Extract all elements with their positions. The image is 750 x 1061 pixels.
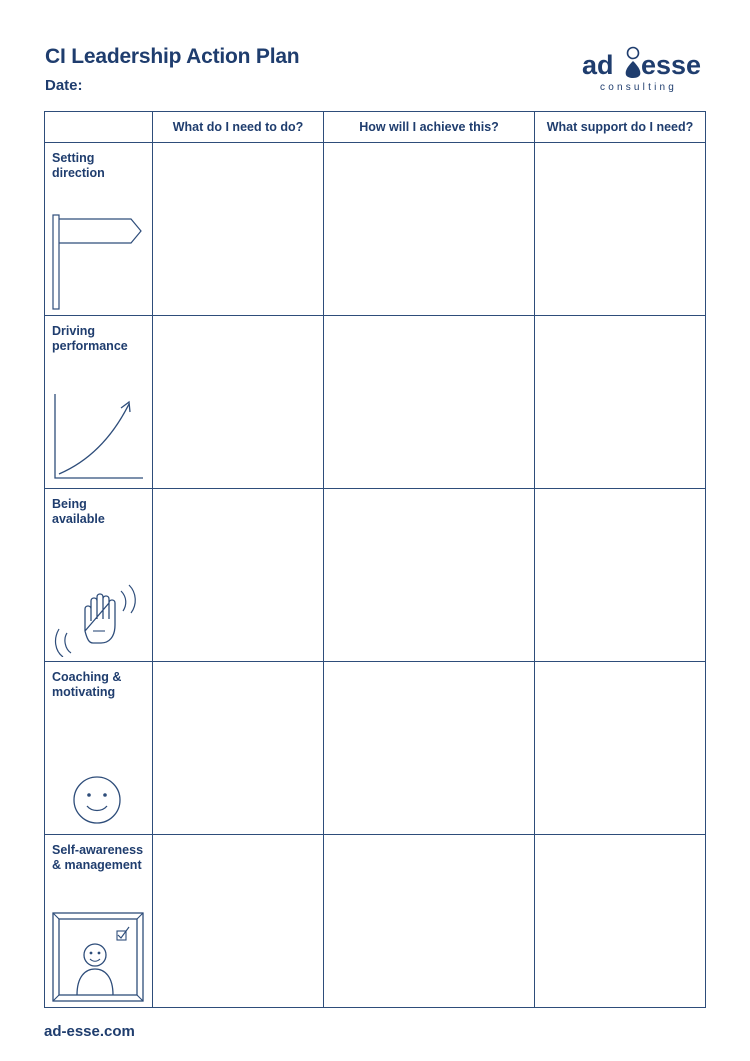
entry-cell-how[interactable] (324, 489, 535, 662)
entry-cell-what[interactable] (153, 143, 324, 316)
header-corner-cell (45, 112, 153, 143)
row-label-being-available: Being available (52, 497, 105, 526)
entry-cell-what[interactable] (153, 835, 324, 1008)
entry-cell-how[interactable] (324, 835, 535, 1008)
row-label-cell (45, 316, 153, 489)
entry-cell-support[interactable] (535, 662, 706, 835)
logo-text-right: esse (641, 50, 702, 80)
column-header-how: How will I achieve this? (324, 112, 535, 143)
row-label-driving-performance: Driving performance (52, 324, 128, 353)
table-row (45, 143, 706, 316)
website-footer[interactable]: ad-esse.com (44, 1023, 135, 1040)
row-label-cell (45, 662, 153, 835)
table-row (45, 316, 706, 489)
row-label-coaching-motivating: Coaching & motivating (52, 670, 122, 699)
entry-cell-how[interactable] (324, 143, 535, 316)
table-header-row (45, 112, 706, 143)
row-label-self-awareness: Self-awareness & management (52, 843, 144, 872)
logo-text-left: ad (582, 50, 614, 80)
company-logo (582, 44, 706, 96)
row-label-cell (45, 835, 153, 1008)
entry-cell-what[interactable] (153, 316, 324, 489)
column-header-support: What support do I need? (535, 112, 706, 143)
table-row (45, 489, 706, 662)
entry-cell-how[interactable] (324, 662, 535, 835)
signpost-icon (51, 213, 143, 311)
page-title: CI Leadership Action Plan (45, 45, 300, 68)
smiley-face-icon (51, 770, 145, 830)
entry-cell-support[interactable] (535, 835, 706, 1008)
mirror-portrait-icon (51, 911, 145, 1003)
entry-cell-what[interactable] (153, 662, 324, 835)
table-row (45, 662, 706, 835)
action-plan-table (44, 111, 706, 1008)
table-row (45, 835, 706, 1008)
row-label-cell (45, 489, 153, 662)
logo-subtitle: consulting (600, 82, 678, 93)
waving-hand-icon (51, 579, 145, 657)
entry-cell-how[interactable] (324, 316, 535, 489)
entry-cell-support[interactable] (535, 489, 706, 662)
entry-cell-what[interactable] (153, 489, 324, 662)
entry-cell-support[interactable] (535, 316, 706, 489)
growth-chart-icon (51, 390, 145, 484)
row-label-cell (45, 143, 153, 316)
column-header-what: What do I need to do? (153, 112, 324, 143)
date-label: Date: (45, 77, 83, 94)
entry-cell-support[interactable] (535, 143, 706, 316)
row-label-setting-direction: Setting direction (52, 151, 105, 180)
